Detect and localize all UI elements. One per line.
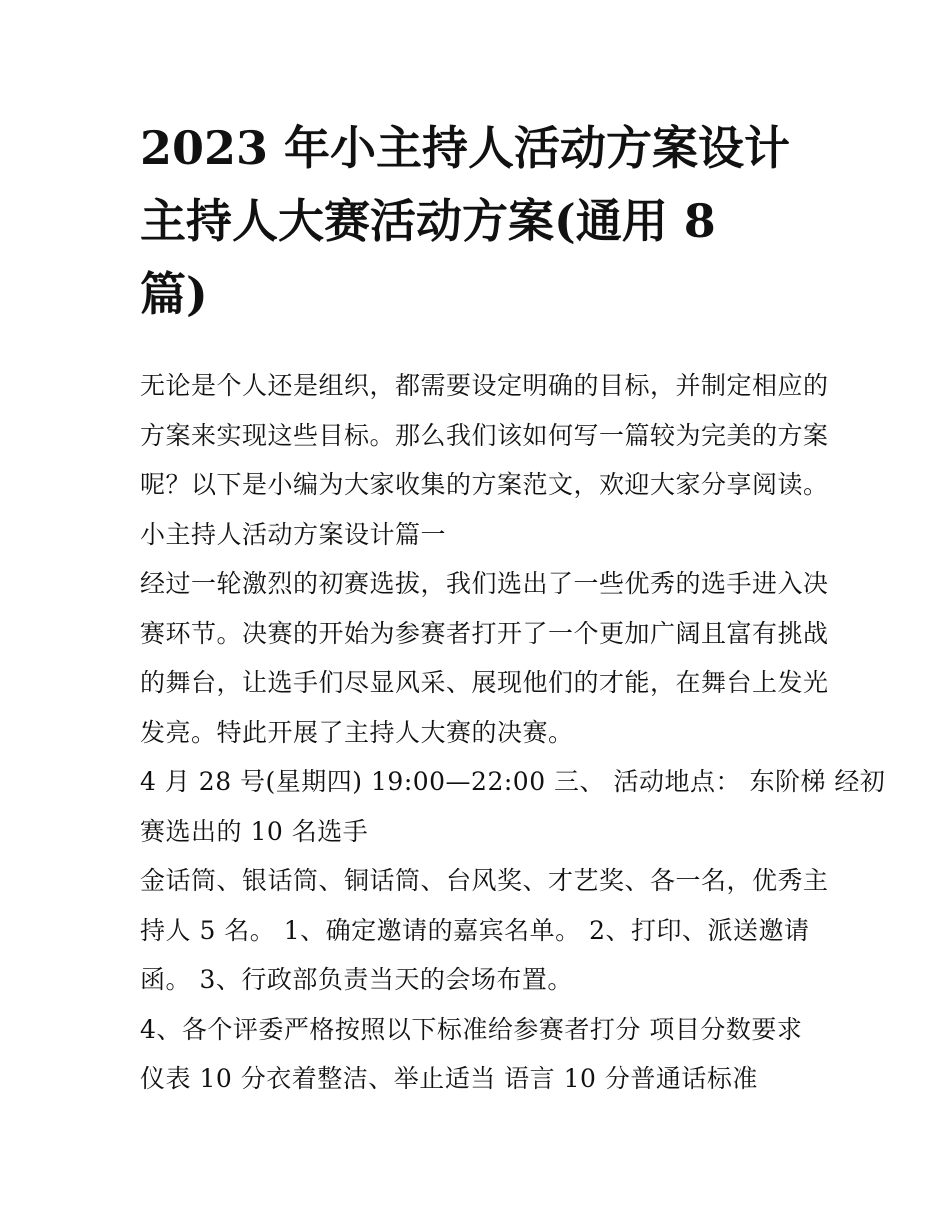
document-body <box>140 361 886 1104</box>
document-title <box>140 112 820 331</box>
section-heading <box>140 510 820 560</box>
text-line: 赛选出的 10 名选手 <box>140 816 369 846</box>
document-page <box>140 112 886 1104</box>
awards-paragraph <box>140 856 829 1005</box>
text-line: 4、各个评委严格按照以下标准给参赛者打分 项目分数要求 <box>140 1014 803 1044</box>
text-line: 函。 3、行政部负责当天的会场布置。 <box>140 965 573 994</box>
scoring-paragraph <box>140 1005 820 1104</box>
text-line: 发亮。特此开展了主持人大赛的决赛。 <box>140 717 574 747</box>
text-line: 方案来实现这些目标。那么我们该如何写一篇较为完美的方案 <box>140 420 829 450</box>
time-location-paragraph <box>140 757 886 856</box>
text-line: 金话筒、银话筒、铜话筒、台风奖、才艺奖、各一名，优秀主 <box>140 866 829 895</box>
background-paragraph <box>140 559 829 757</box>
text-line: 呢？以下是小编为大家收集的方案范文，欢迎大家分享阅读。 <box>140 470 829 499</box>
text-line: 经过一轮激烈的初赛选拔，我们选出了一些优秀的选手进入决 <box>140 569 829 598</box>
title-line: 主持人大赛活动方案(通用 8 <box>140 194 716 248</box>
text-line: 持人 5 名。 1、确定邀请的嘉宾名单。 2、打印、派送邀请 <box>140 915 810 945</box>
text-line: 小主持人活动方案设计篇一 <box>140 519 447 549</box>
text-line: 4 月 28 号(星期四) 19:00—22:00 三、 活动地点： 东阶梯 经初 <box>140 767 886 796</box>
title-line: 篇) <box>140 267 208 321</box>
intro-paragraph <box>140 361 829 510</box>
title-line: 2023 年小主持人活动方案设计 <box>140 121 791 175</box>
text-line: 无论是个人还是组织，都需要设定明确的目标，并制定相应的 <box>140 371 829 400</box>
text-line: 的舞台，让选手们尽显风采、展现他们的才能，在舞台上发光 <box>140 668 829 697</box>
text-line: 仪表 10 分衣着整洁、举止适当 语言 10 分普通话标准 <box>140 1064 758 1093</box>
text-line: 赛环节。决赛的开始为参赛者打开了一个更加广阔且富有挑战 <box>140 618 829 648</box>
